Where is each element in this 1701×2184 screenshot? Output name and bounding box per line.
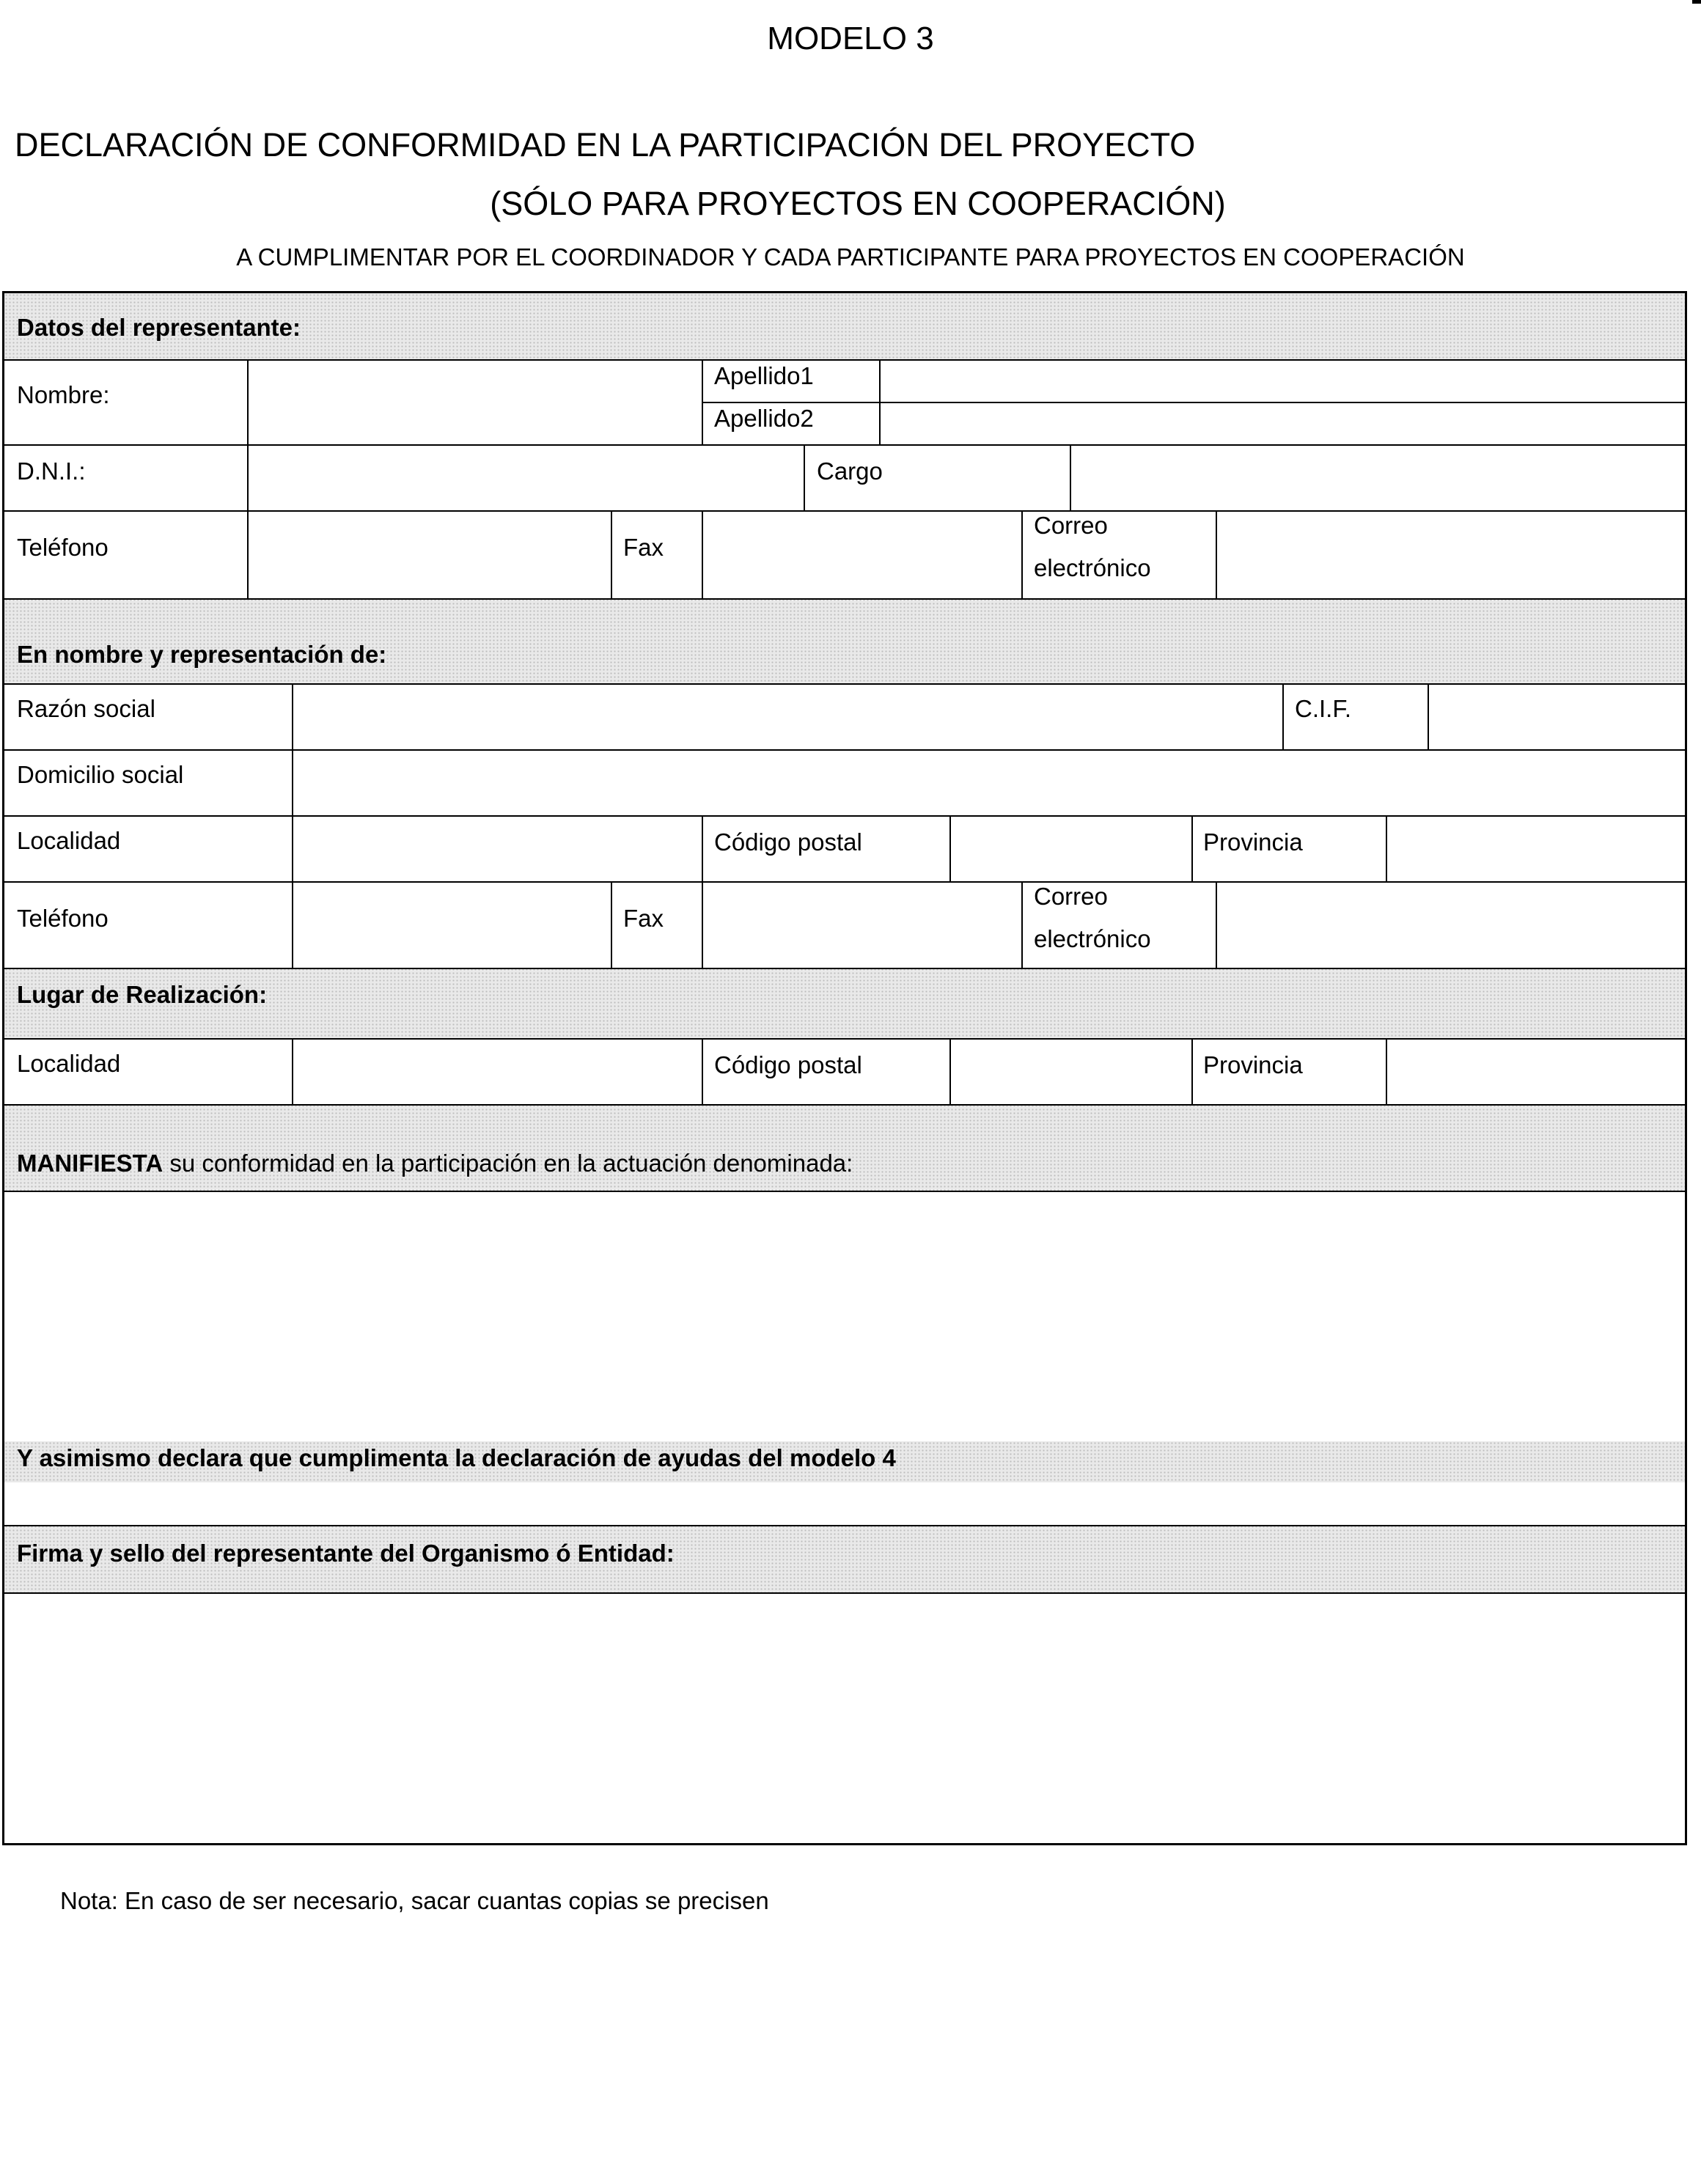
footnote: Nota: En caso de ser necesario, sacar cuantas copias se precisen: [60, 1887, 769, 1914]
entidad-fax-label: Fax: [623, 905, 664, 932]
lugar-section-label: Lugar de Realización:: [17, 981, 268, 1008]
apellido2-field[interactable]: [881, 403, 1685, 443]
manifiesta-section-label: [17, 1150, 853, 1177]
lugar-codigo-postal-field[interactable]: [951, 1040, 1190, 1103]
nombre-field[interactable]: [249, 361, 700, 443]
lugar-localidad-field[interactable]: [293, 1040, 700, 1103]
cif-label: C.I.F.: [1295, 695, 1352, 722]
manifiesta-keyword: MANIFIESTA: [17, 1150, 164, 1177]
entidad-telefono-field[interactable]: [293, 883, 609, 966]
dni-label: D.N.I.:: [17, 457, 86, 485]
representante-correo-label-2: electrónico: [1034, 554, 1151, 581]
entidad-provincia-field[interactable]: [1387, 817, 1685, 880]
entidad-provincia-label: Provincia: [1203, 828, 1303, 856]
entidad-fax-field[interactable]: [703, 883, 1020, 966]
entidad-section-label: En nombre y representación de:: [17, 641, 387, 668]
document-title-line2: (SÓLO PARA PROYECTOS EN COOPERACIÓN): [490, 185, 1226, 222]
cargo-field[interactable]: [1071, 446, 1685, 509]
nombre-label: Nombre:: [17, 381, 110, 408]
document-subtitle: A CUMPLIMENTAR POR EL COORDINADOR Y CADA PARTICIPANTE PARA PROYECTOS EN COOPERACIÓN: [236, 243, 1465, 271]
representante-section-label: Datos del representante:: [17, 314, 301, 341]
domicilio-social-label: Domicilio social: [17, 761, 184, 788]
apellido2-label: Apellido2: [714, 405, 814, 432]
cif-field[interactable]: [1429, 685, 1685, 748]
declaration-form: [2, 291, 1687, 1845]
entidad-localidad-field[interactable]: [293, 817, 700, 880]
lugar-codigo-postal-label: Código postal: [714, 1051, 862, 1078]
form-model-number: MODELO 3: [767, 21, 934, 56]
cargo-label: Cargo: [817, 457, 883, 485]
entidad-correo-label-2: electrónico: [1034, 925, 1151, 952]
entidad-localidad-label: Localidad: [17, 827, 121, 854]
lugar-provincia-field[interactable]: [1387, 1040, 1685, 1103]
apellido1-field[interactable]: [881, 361, 1685, 400]
actuacion-denominada-field[interactable]: [4, 1192, 1685, 1440]
entidad-correo-label-1: Correo: [1034, 883, 1108, 910]
representante-fax-field[interactable]: [703, 512, 1020, 597]
representante-fax-label: Fax: [623, 534, 664, 561]
representante-correo-field[interactable]: [1217, 512, 1685, 597]
entidad-correo-field[interactable]: [1217, 883, 1685, 966]
domicilio-social-field[interactable]: [293, 751, 1685, 814]
manifiesta-section-header: [4, 1104, 1685, 1191]
razon-social-field[interactable]: [293, 685, 1281, 748]
document-title-line1: DECLARACIÓN DE CONFORMIDAD EN LA PARTICIPACIÓN DEL PROYECTO: [15, 126, 1196, 163]
manifiesta-text: su conformidad en la participación en la actuación denominada:: [163, 1150, 853, 1177]
firma-section-label: Firma y sello del representante del Organismo ó Entidad:: [17, 1540, 675, 1567]
apellido1-label: Apellido1: [714, 362, 814, 389]
representante-correo-label-1: Correo: [1034, 512, 1108, 539]
representante-telefono-field[interactable]: [249, 512, 609, 597]
dni-field[interactable]: [249, 446, 802, 509]
lugar-provincia-label: Provincia: [1203, 1051, 1303, 1078]
entidad-codigo-postal-label: Código postal: [714, 828, 862, 856]
lugar-localidad-label: Localidad: [17, 1050, 121, 1077]
entidad-codigo-postal-field[interactable]: [951, 817, 1190, 880]
declara-ayudas-text: Y asimismo declara que cumplimenta la declaración de ayudas del modelo 4: [17, 1444, 896, 1471]
firma-sello-field[interactable]: [4, 1594, 1685, 1843]
razon-social-label: Razón social: [17, 695, 155, 722]
entidad-telefono-label: Teléfono: [17, 905, 109, 932]
representante-telefono-label: Teléfono: [17, 534, 109, 561]
page-corner-mark: [1692, 0, 1701, 4]
